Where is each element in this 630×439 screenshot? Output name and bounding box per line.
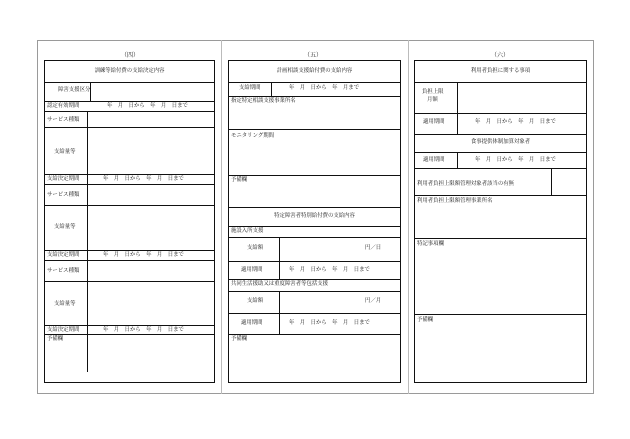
provision-period-label: 支給期間 — [239, 85, 261, 91]
panel-consultation-support — [228, 60, 401, 383]
yen-per-month-unit: 円／月 — [365, 298, 382, 304]
burden-cap-label: 負担上限 — [422, 89, 444, 95]
remarks-label: 予備欄 — [417, 317, 434, 323]
applicable-period-value: 年 月 日から 年 月 日まで — [475, 119, 556, 125]
monitoring-period-label: モニタリング期間 — [231, 133, 275, 139]
applicable-period-label: 適用期間 — [423, 157, 445, 163]
applicable-period-value: 年 月 日から 年 月 日まで — [289, 320, 370, 326]
decision-period-value: 年 月 日から 年 月 日まで — [103, 176, 184, 182]
disability-class-label: 障害支援区分 — [58, 87, 91, 93]
panel-training-benefits — [44, 60, 215, 383]
fold-line — [408, 40, 409, 394]
special-notes-label: 特記事項欄 — [417, 241, 444, 247]
remarks-label: 予備欄 — [231, 336, 248, 342]
page-number: （六） — [490, 52, 509, 59]
applicable-period-value: 年 月 日から 年 月 日まで — [289, 267, 370, 273]
service-type-label: サービス種類 — [47, 268, 80, 274]
decision-period-label: 支給決定期間 — [47, 327, 80, 333]
meal-provision-title: 食事提供体制加算対象者 — [470, 139, 531, 145]
cap-management-office-label: 利用者負担上限額管理事業所名 — [417, 198, 493, 204]
cert-period-label: 認定有効期間 — [47, 103, 80, 109]
applicable-period-value: 年 月 日から 年 月 日まで — [475, 157, 556, 163]
yen-per-day-unit: 円／日 — [365, 245, 382, 251]
amount-label: 支給量等 — [54, 149, 76, 155]
decision-period-label: 支給決定期間 — [47, 176, 80, 182]
designated-office-label: 指定特定相談支援事業所名 — [231, 98, 296, 104]
applicable-period-label: 適用期間 — [241, 267, 263, 273]
panel-title: 訓練等給付費の支給決定内容 — [94, 68, 165, 74]
cert-period-value: 年 月 日から 年 月 日まで — [107, 103, 188, 109]
service-type-label: サービス種類 — [47, 192, 80, 198]
applicable-period-label: 適用期間 — [423, 119, 445, 125]
facility-support-label: 施設入所支援 — [231, 228, 264, 234]
service-type-label: サービス種類 — [47, 117, 80, 123]
provision-period-value: 年 月 日から 年 月まで — [289, 85, 360, 91]
panel-title: 計画相談支援給付費の支給内容 — [276, 68, 353, 74]
burden-cap-label-2: 月額 — [427, 97, 438, 103]
amount-label: 支給額 — [247, 245, 264, 251]
panel-title: 利用者負担に関する事項 — [470, 68, 531, 74]
group-home-label: 共同生活援助又は重度障害者等包括支援 — [231, 281, 329, 287]
decision-period-value: 年 月 日から 年 月 日まで — [103, 327, 184, 333]
fold-line — [221, 40, 222, 394]
amount-label: 支給量等 — [54, 224, 76, 230]
amount-label: 支給額 — [247, 298, 264, 304]
remarks-label: 予備欄 — [47, 336, 64, 342]
remarks-label: 予備欄 — [231, 177, 248, 183]
cap-management-label: 利用者負担上限額管理対象者該当の有無 — [417, 181, 515, 187]
special-benefit-title: 特定障害者特別給付費の支給内容 — [274, 213, 355, 219]
panel-user-burden — [414, 60, 587, 383]
applicable-period-label: 適用期間 — [241, 320, 263, 326]
decision-period-label: 支給決定期間 — [47, 252, 80, 258]
decision-period-value: 年 月 日から 年 月 日まで — [103, 252, 184, 258]
page-number: （四） — [120, 52, 139, 59]
page-number: （五） — [303, 52, 322, 59]
amount-label: 支給量等 — [54, 301, 76, 307]
